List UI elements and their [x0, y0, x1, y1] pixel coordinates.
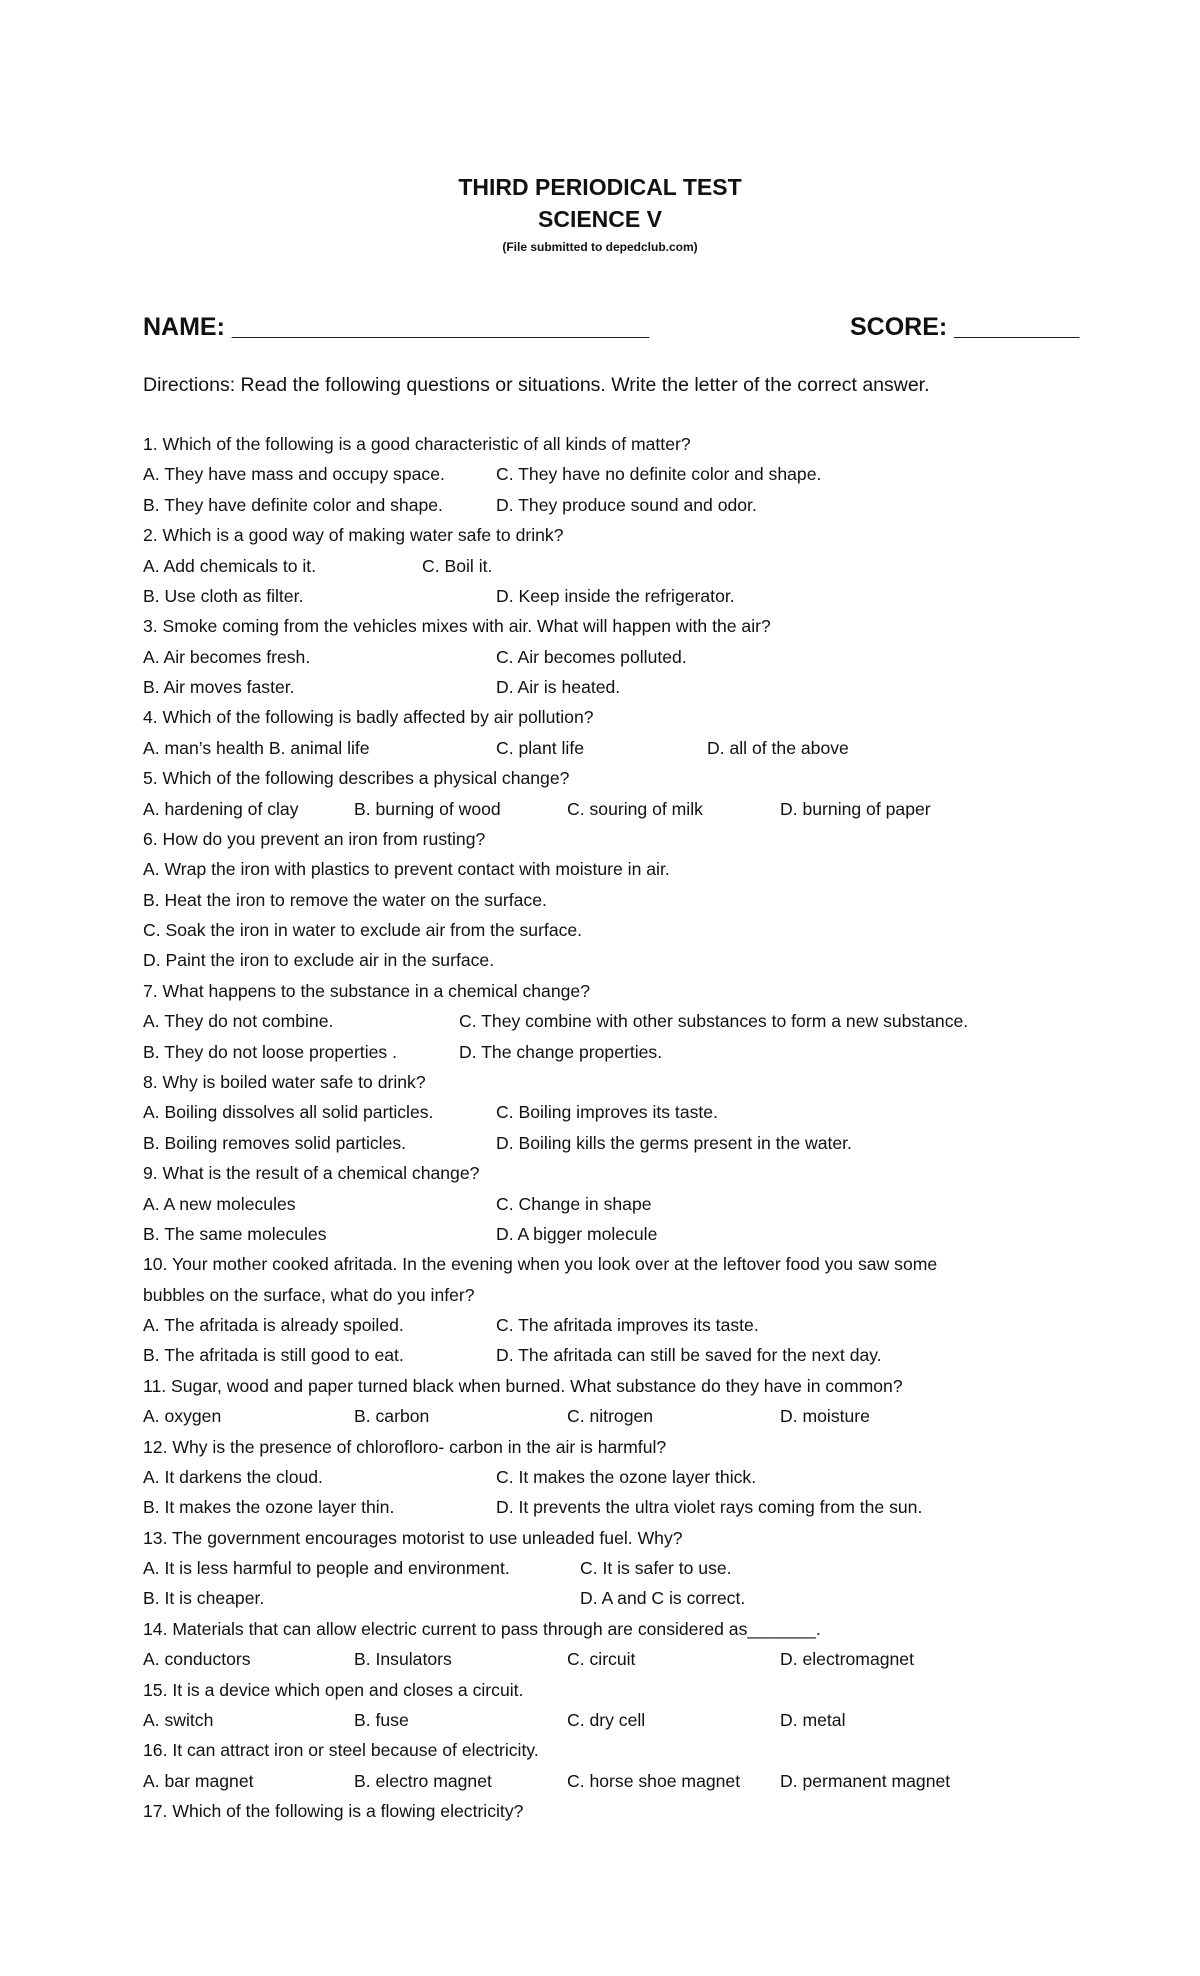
- line-text: A. Wrap the iron with plastics to prevent contact with moisture in air.: [143, 859, 670, 880]
- answer-option: A. bar magnet: [143, 1770, 254, 1791]
- line-text: 16. It can attract iron or steel because of electricity.: [143, 1740, 539, 1761]
- answer-option: D. Keep inside the refrigerator.: [496, 585, 735, 606]
- answer-option: A. It darkens the cloud.: [143, 1466, 323, 1487]
- answer-option: D. moisture: [780, 1406, 870, 1427]
- line-text: D. Paint the iron to exclude air in the surface.: [143, 950, 495, 971]
- answer-option: C. circuit: [567, 1649, 636, 1670]
- answer-option: A. A new molecules: [143, 1193, 296, 1214]
- answer-option: C. dry cell: [567, 1709, 646, 1730]
- source-note: (File submitted to depedclub.com): [502, 240, 698, 254]
- line-text: 6. How do you prevent an iron from rusting?: [143, 828, 486, 849]
- answer-option: C. It is safer to use.: [580, 1558, 732, 1579]
- line-text: 15. It is a device which open and closes a circuit.: [143, 1679, 524, 1700]
- line-text: bubbles on the surface, what do you infer?: [143, 1284, 475, 1305]
- line-text: 4. Which of the following is badly affected by air pollution?: [143, 707, 594, 728]
- answer-option: C. The afritada improves its taste.: [496, 1315, 759, 1336]
- line-text: 10. Your mother cooked afritada. In the evening when you look over at the leftover food you saw some: [143, 1254, 938, 1275]
- answer-option: A. Add chemicals to it.: [143, 555, 317, 576]
- line-text: 17. Which of the following is a flowing electricity?: [143, 1801, 524, 1822]
- answer-option: D. permanent magnet: [780, 1770, 951, 1791]
- answer-option: A. oxygen: [143, 1406, 222, 1427]
- answer-option: C. Change in shape: [496, 1193, 652, 1214]
- answer-option: A. It is less harmful to people and environment.: [143, 1558, 510, 1579]
- answer-option: B. They do not loose properties .: [143, 1041, 397, 1062]
- answer-option: D. burning of paper: [780, 798, 931, 819]
- line-text: 3. Smoke coming from the vehicles mixes with air. What will happen with the air?: [143, 616, 771, 637]
- answer-option: C. souring of milk: [567, 798, 703, 819]
- answer-option: B. They have definite color and shape.: [143, 494, 443, 515]
- answer-option: B. The afritada is still good to eat.: [143, 1345, 404, 1366]
- line-text: 2. Which is a good way of making water safe to drink?: [143, 525, 564, 546]
- answer-option: D. electromagnet: [780, 1649, 914, 1670]
- line-text: B. Heat the iron to remove the water on the surface.: [143, 889, 547, 910]
- answer-option: B. electro magnet: [354, 1770, 492, 1791]
- test-title: THIRD PERIODICAL TEST: [458, 174, 742, 200]
- line-text: C. Soak the iron in water to exclude air from the surface.: [143, 920, 583, 941]
- line-text: 14. Materials that can allow electric current to pass through are considered as_______.: [143, 1618, 821, 1639]
- answer-option: B. It is cheaper.: [143, 1588, 265, 1609]
- answer-option: D. The change properties.: [459, 1041, 663, 1062]
- line-text: 1. Which of the following is a good characteristic of all kinds of matter?: [143, 434, 691, 454]
- answer-option: B. The same molecules: [143, 1223, 327, 1244]
- answer-option: A. They have mass and occupy space.: [143, 464, 445, 485]
- answer-option: A. Boiling dissolves all solid particles.: [143, 1102, 434, 1123]
- answer-option: B. Use cloth as filter.: [143, 585, 304, 606]
- answer-option: B. carbon: [354, 1406, 430, 1427]
- answer-option: C. plant life: [496, 737, 585, 758]
- answer-option: A. They do not combine.: [143, 1011, 334, 1032]
- line-text: 13. The government encourages motorist to use unleaded fuel. Why?: [143, 1527, 683, 1548]
- answer-option: C. horse shoe magnet: [567, 1770, 741, 1791]
- answer-option: C. nitrogen: [567, 1406, 654, 1427]
- answer-option: C. It makes the ozone layer thick.: [496, 1466, 757, 1487]
- answer-option: D. The afritada can still be saved for the next day.: [496, 1345, 882, 1366]
- answer-option: D. A and C is correct.: [580, 1588, 746, 1609]
- answer-option: A. conductors: [143, 1649, 251, 1670]
- answer-option: C. Air becomes polluted.: [496, 646, 687, 667]
- answer-option: B. Air moves faster.: [143, 677, 295, 698]
- answer-option: D. They produce sound and odor.: [496, 494, 757, 515]
- answer-option: C. They have no definite color and shape.: [496, 464, 822, 485]
- line-text: 8. Why is boiled water safe to drink?: [143, 1071, 426, 1092]
- answer-option: B. burning of wood: [354, 798, 501, 819]
- answer-option: D. Air is heated.: [496, 677, 621, 698]
- answer-option: D. Boiling kills the germs present in the water.: [496, 1132, 852, 1153]
- line-text: 9. What is the result of a chemical change?: [143, 1163, 480, 1184]
- directions: Directions: Read the following questions or situations. Write the letter of the correct answer.: [143, 374, 930, 396]
- answer-option: D. all of the above: [707, 737, 849, 758]
- answer-option: A. Air becomes fresh.: [143, 646, 311, 667]
- score-field: SCORE: _________: [850, 313, 1080, 341]
- answer-option: C. Boil it.: [422, 555, 493, 576]
- answer-option: D. metal: [780, 1709, 846, 1730]
- answer-option: A. hardening of clay: [143, 798, 299, 819]
- line-text: 5. Which of the following describes a physical change?: [143, 768, 570, 789]
- answer-option: B. fuse: [354, 1709, 409, 1730]
- answer-option: C. They combine with other substances to form a new substance.: [459, 1011, 969, 1032]
- answer-option: D. It prevents the ultra violet rays coming from the sun.: [496, 1497, 923, 1518]
- answer-option: B. Insulators: [354, 1649, 452, 1670]
- answer-option: C. Boiling improves its taste.: [496, 1102, 718, 1123]
- answer-option: B. It makes the ozone layer thin.: [143, 1497, 395, 1518]
- line-text: 7. What happens to the substance in a chemical change?: [143, 980, 590, 1001]
- answer-option: D. A bigger molecule: [496, 1223, 658, 1244]
- subject-title: SCIENCE V: [538, 206, 662, 232]
- answer-option: A. The afritada is already spoiled.: [143, 1315, 404, 1336]
- line-text: 11. Sugar, wood and paper turned black when burned. What substance do they have in common?: [143, 1375, 903, 1396]
- line-text: 12. Why is the presence of chlorofloro- carbon in the air is harmful?: [143, 1436, 667, 1457]
- answer-option: A. switch: [143, 1709, 214, 1730]
- name-field: NAME: ______________________________: [143, 313, 649, 341]
- answer-option: A. man’s health B. animal life: [143, 737, 370, 758]
- answer-option: B. Boiling removes solid particles.: [143, 1132, 407, 1153]
